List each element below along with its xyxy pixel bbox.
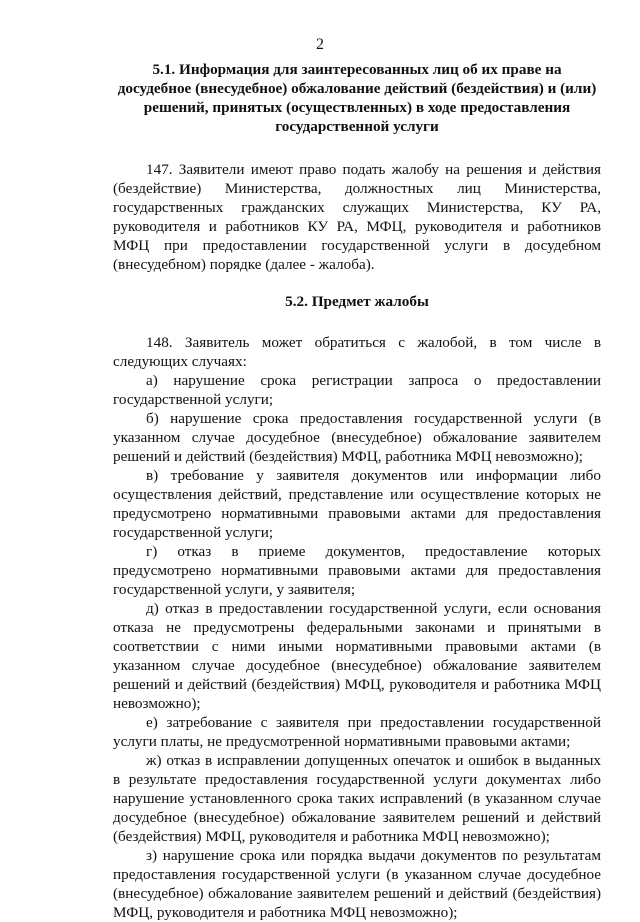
paragraph-147: 147. Заявители имеют право подать жалобу на решения и действия (бездействие) Министерства, должностных лиц Министерства, государственных гражданских служащих Министерства, КУ РА, руководителя и работников КУ РА, МФЦ, руководителя и работников МФЦ при предоставлении государственной услуги в досудебном (внесудебном) порядке (далее - жалоба).	[113, 161, 601, 273]
list-item-z: з) нарушение срока или порядка выдачи документов по результатам предоставления государственной услуги (в указанном случае досудебное (внесудебное) обжалование заявителем решений и действий (бездействия) МФЦ, руководителя и работника МФЦ невозможно);	[113, 847, 601, 921]
list-item-d: д) отказ в предоставлении государственной услуги, если основания отказа не предусмотрены федеральными законами и принятыми в соответствии с ними иными нормативными правовыми актами (в указанном случае досудебное (внесудебное) обжалование заявителем решений и действий (бездействия) МФЦ, руководителя и работника МФЦ невозможно);	[113, 600, 601, 712]
section-5-2-title: 5.2. Предмет жалобы	[285, 293, 429, 310]
paragraph-148: 148. Заявитель может обратиться с жалобой, в том числе в следующих случаях:	[113, 334, 601, 370]
list-item-b: б) нарушение срока предоставления государственной услуги (в указанном случае досудебное (внесудебное) обжалование заявителем решений и действий (бездействия) МФЦ, работника МФЦ невозможно);	[113, 410, 601, 465]
list-item-g: г) отказ в приеме документов, предоставление которых предусмотрено нормативными правовыми актами для предоставления государственной услуги, у заявителя;	[113, 543, 601, 598]
section-5-2-body	[113, 333, 601, 922]
list-item-e: е) затребование с заявителя при предоставлении государственной услуги платы, не предусмотренной нормативными правовыми актами;	[113, 714, 601, 750]
section-5-1-title: 5.1. Информация для заинтересованных лиц об их праве на досудебное (внесудебное) обжалование действий (бездействия) и (или) решений, принятых (осуществленных) в ходе предоставления государственной услуги	[117, 61, 597, 135]
page-number: 2	[316, 36, 324, 53]
list-item-zh: ж) отказ в исправлении допущенных опечаток и ошибок в выданных в результате предоставления государственной услуги документах либо нарушение установленного срока таких исправлений (в указанном случае досудебное (внесудебное) обжалование заявителем решений и действий (бездействия) МФЦ, руководителя и работника МФЦ невозможно);	[113, 752, 601, 845]
list-item-a: а) нарушение срока регистрации запроса о предоставлении государственной услуги;	[113, 372, 601, 408]
document-body	[113, 60, 601, 922]
list-item-v: в) требование у заявителя документов или информации либо осуществления действий, представление или осуществление которых не предусмотрено нормативными правовыми актами для предоставления государственной услуги;	[113, 467, 601, 541]
section-5-1-body	[113, 160, 601, 274]
